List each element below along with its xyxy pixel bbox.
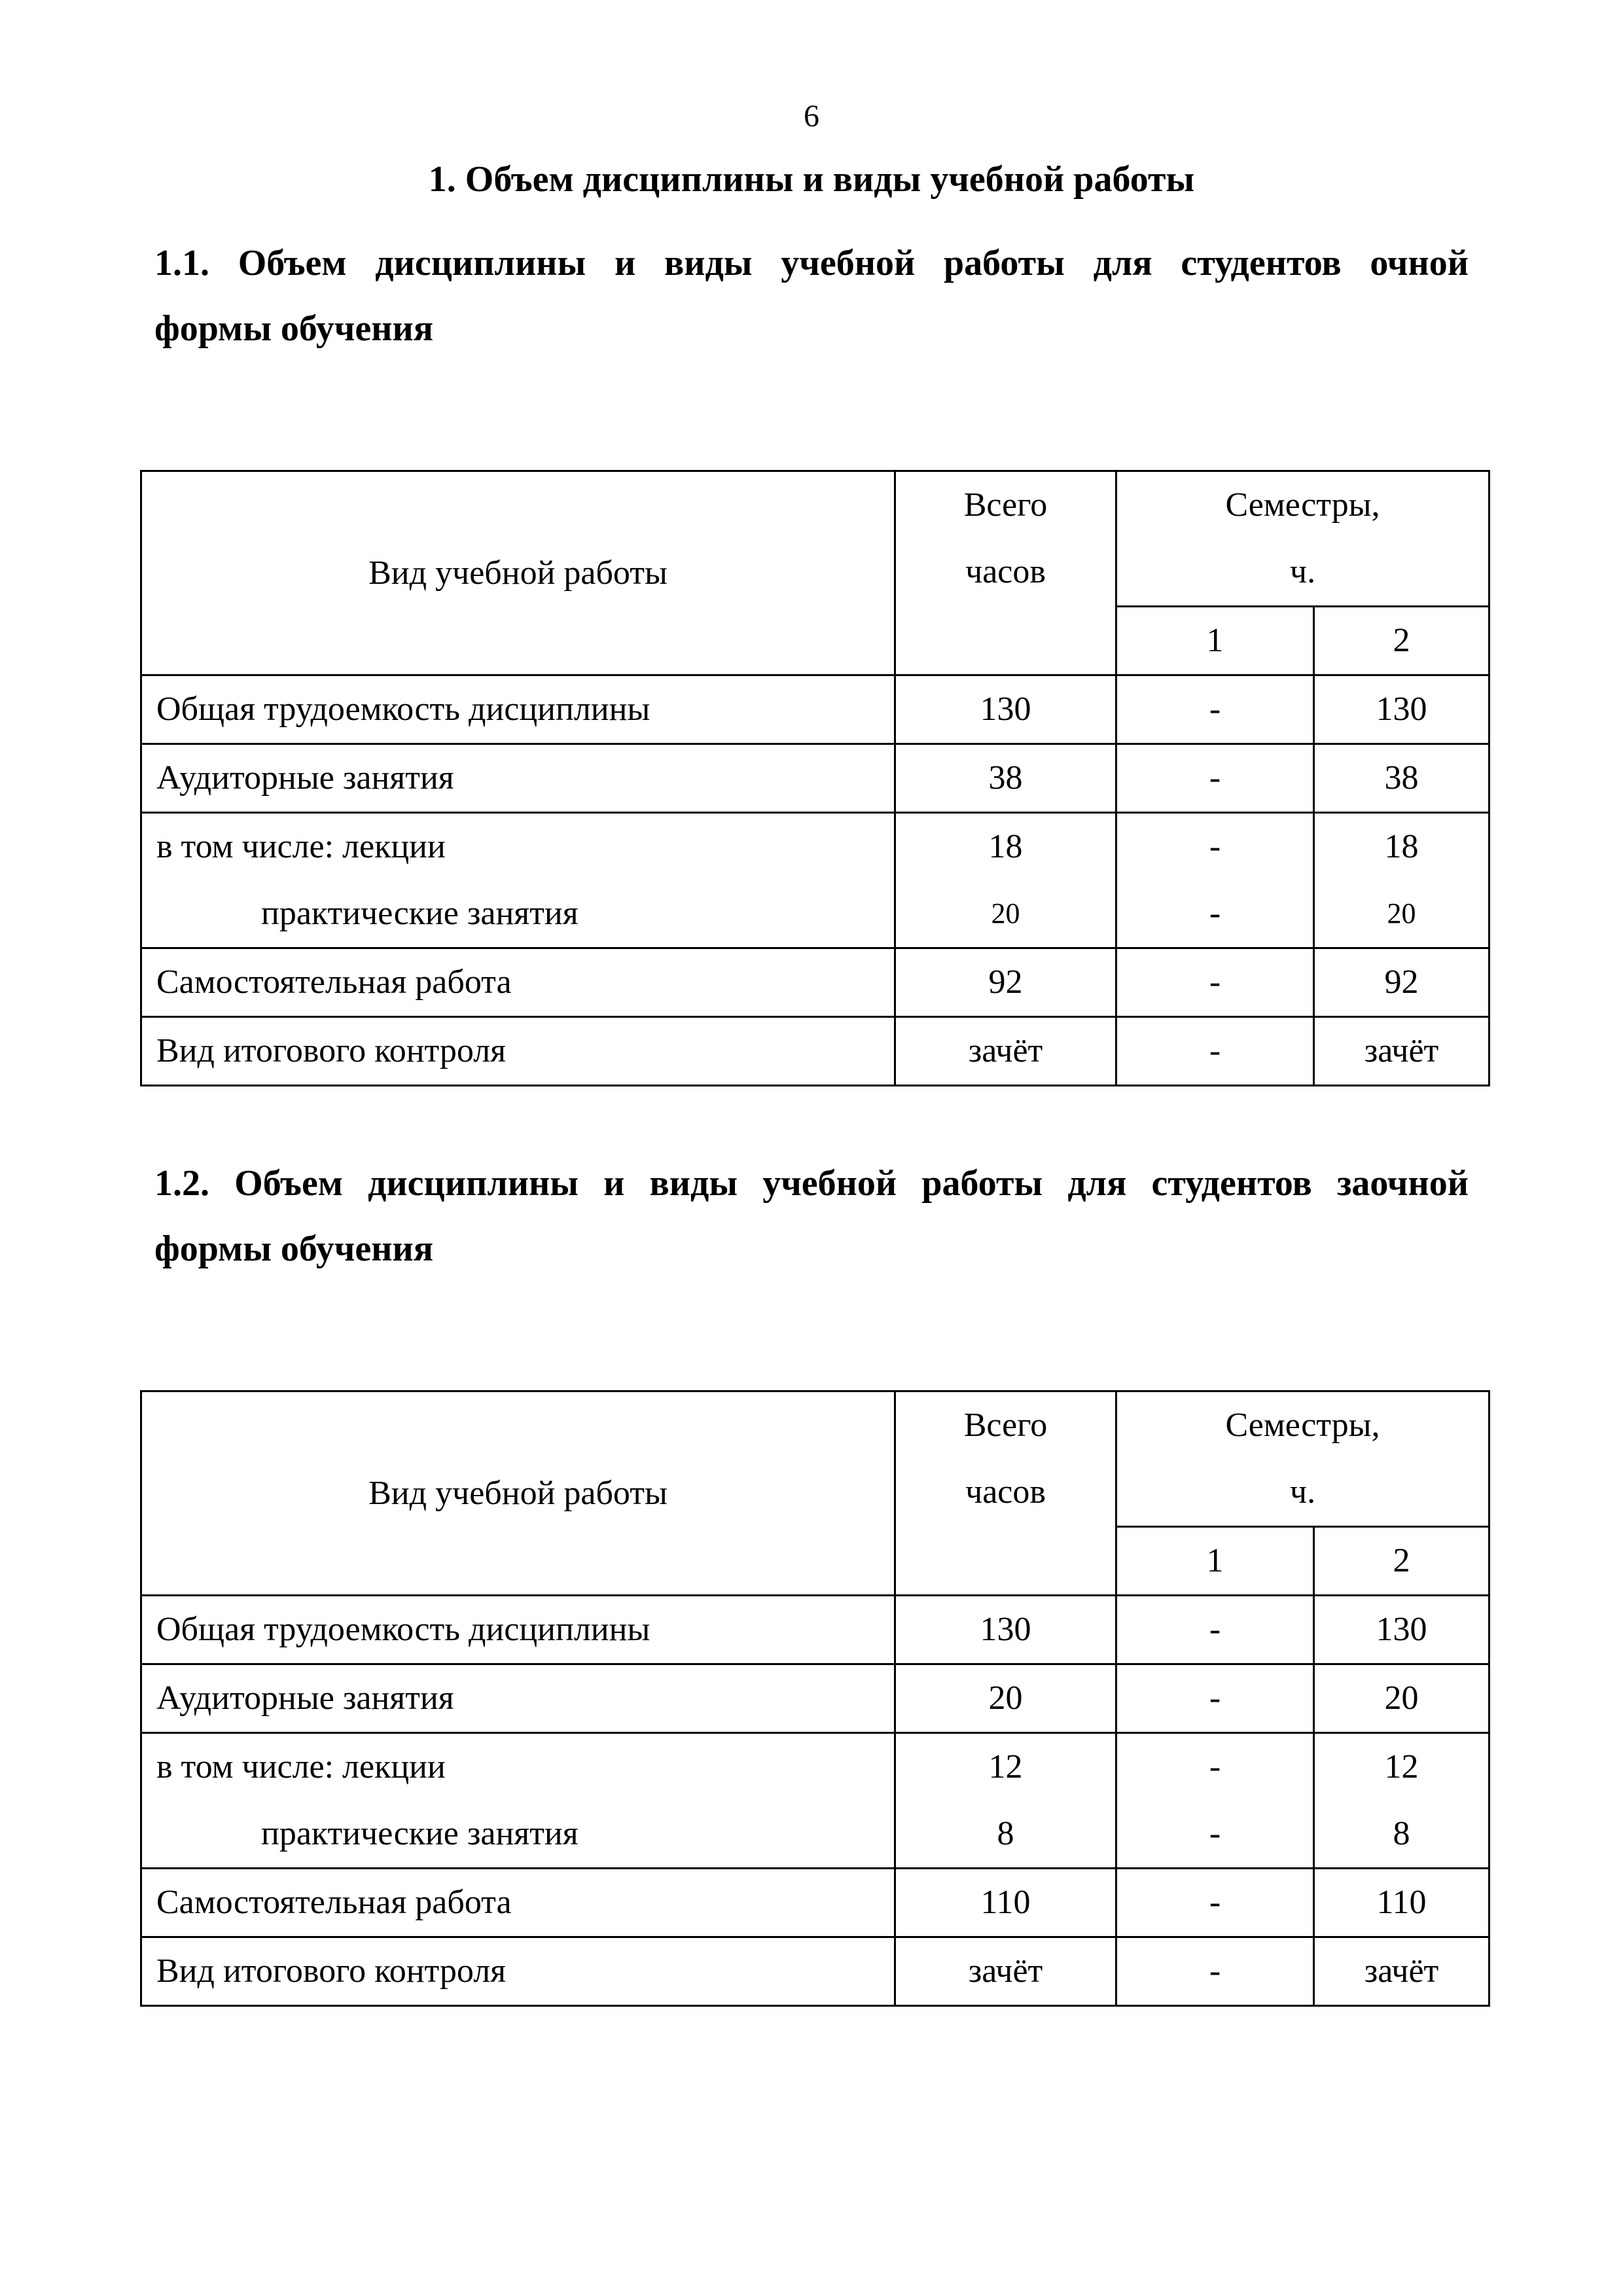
cell-total: 130 [895, 675, 1116, 744]
cell-semester-2: 92 [1314, 948, 1489, 1017]
cell-semester-2: 130 [1314, 1596, 1489, 1664]
cell-semester-1: - [1116, 948, 1314, 1017]
cell-semester-2: 38 [1314, 744, 1489, 813]
section-heading-line: формы обучения [154, 1229, 434, 1269]
cell-semester-2: 110 [1314, 1869, 1489, 1937]
table-row [141, 1733, 1489, 1869]
row-label: Вид итогового контроля [141, 1017, 895, 1086]
header-semester-2: 2 [1314, 1527, 1489, 1596]
header-semester-1: 1 [1116, 607, 1314, 675]
page-number: 6 [804, 99, 819, 134]
header-semesters: Семестры, ч. [1116, 471, 1489, 607]
table-row [141, 675, 1489, 744]
row-label: Самостоятельная работа [141, 948, 895, 1017]
cell-total: 130 [895, 1596, 1116, 1664]
cell-semester-1: - [1116, 1664, 1314, 1733]
section-heading-parttime [154, 1151, 1469, 1282]
table-row [141, 1596, 1489, 1664]
row-label: Самостоятельная работа [141, 1869, 895, 1937]
cell-semester-2: зачёт [1314, 1017, 1489, 1086]
section-heading-line: 1.1. Объем дисциплины и виды учебной работы для студентов очной [154, 243, 1469, 283]
header-semester-2: 2 [1314, 607, 1489, 675]
cell-total: 92 [895, 948, 1116, 1017]
cell-semester-2: зачёт [1314, 1937, 1489, 2006]
cell-semester-2: 12 8 [1314, 1733, 1489, 1869]
cell-semester-2: 130 [1314, 675, 1489, 744]
cell-semester-1: - [1116, 1017, 1314, 1086]
workload-table-fulltime [140, 470, 1490, 1086]
page-title: 1. Объем дисциплины и виды учебной работы [428, 159, 1195, 200]
table-row [141, 744, 1489, 813]
cell-semester-1: - [1116, 744, 1314, 813]
workload-table-parttime [140, 1390, 1490, 2007]
row-label: в том числе: лекции практические занятия [141, 813, 895, 948]
cell-total: зачёт [895, 1937, 1116, 2006]
table-row [141, 948, 1489, 1017]
cell-semester-1: - [1116, 1937, 1314, 2006]
table-row [141, 1664, 1489, 1733]
table-row [141, 1937, 1489, 2006]
row-label: Аудиторные занятия [141, 744, 895, 813]
section-heading-line: 1.2. Объем дисциплины и виды учебной работы для студентов заочной [154, 1163, 1469, 1204]
row-label: Общая трудоемкость дисциплины [141, 1596, 895, 1664]
cell-semester-1: - [1116, 1869, 1314, 1937]
section-heading-line: формы обучения [154, 308, 434, 349]
row-label: Аудиторные занятия [141, 1664, 895, 1733]
section-heading-fulltime [154, 230, 1469, 361]
header-work-type: Вид учебной работы [141, 1391, 895, 1596]
table-row [141, 813, 1489, 948]
cell-semester-2: 20 [1314, 1664, 1489, 1733]
cell-total: 20 [895, 1664, 1116, 1733]
cell-total: 110 [895, 1869, 1116, 1937]
cell-total: 38 [895, 744, 1116, 813]
cell-total: зачёт [895, 1017, 1116, 1086]
header-semesters: Семестры, ч. [1116, 1391, 1489, 1527]
header-total-hours: Всего часов [895, 1391, 1116, 1596]
row-label: в том числе: лекции практические занятия [141, 1733, 895, 1869]
cell-semester-1: - [1116, 1596, 1314, 1664]
table-row [141, 1017, 1489, 1086]
cell-total: 12 8 [895, 1733, 1116, 1869]
header-work-type: Вид учебной работы [141, 471, 895, 675]
cell-semester-2: 18 20 [1314, 813, 1489, 948]
row-label: Вид итогового контроля [141, 1937, 895, 2006]
cell-semester-1: - - [1116, 813, 1314, 948]
header-semester-1: 1 [1116, 1527, 1314, 1596]
cell-semester-1: - - [1116, 1733, 1314, 1869]
table-row [141, 1869, 1489, 1937]
cell-semester-1: - [1116, 675, 1314, 744]
row-label: Общая трудоемкость дисциплины [141, 675, 895, 744]
header-total-hours: Всего часов [895, 471, 1116, 675]
cell-total: 18 20 [895, 813, 1116, 948]
